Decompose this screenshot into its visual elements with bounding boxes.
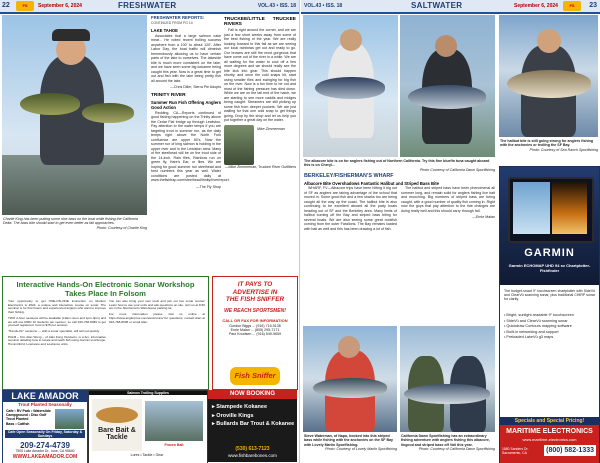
striped-bass-photo — [303, 326, 397, 432]
amador-item: Cafe • RV Park • Waterslide — [6, 409, 51, 413]
fish-sniffer-logo: FS — [16, 1, 34, 11]
garmin-bullet-text: Quickdraw Contours mapping software — [506, 324, 572, 329]
right-page-date: September 6, 2024 — [514, 3, 558, 9]
berkeley-article — [304, 172, 495, 187]
marine-specials: Specials and Special Pricing! — [500, 417, 599, 425]
advertise-headline — [213, 281, 297, 304]
garmin-headline: Garmin ECHOMAP UHD 94 sv Chartplotter-Fishfinder — [508, 263, 591, 273]
lake-tahoe-heading: LAKE TAHOE — [151, 27, 178, 33]
advertise-contact: Ernie Malan ... (805) 295-7171 — [230, 327, 280, 332]
truckee-credit-name: Mike Zimmerman — [257, 126, 285, 131]
berkeley-col1 — [304, 186, 397, 233]
chart-screen — [513, 182, 550, 234]
advertise-contact: Gordon Biggs ... (916) 716-9136 — [229, 323, 281, 328]
booking-website[interactable]: www.fishbarebones.com — [228, 453, 277, 458]
advertise-line-2: ADVERTISE IN — [232, 288, 278, 296]
left-page-header — [0, 0, 299, 14]
angler-cap — [52, 29, 90, 41]
angler-face — [338, 336, 360, 358]
right-page-header — [301, 0, 600, 14]
striped-bass-caption-text: Steve Waterman, of Napa, hooked into this striped bass while fishing with the anchovies on the SF Bay with Lovely Marlin Sportfishing. — [304, 434, 394, 447]
left-page-date: September 6, 2024 — [38, 3, 82, 9]
lake-amador-items — [6, 409, 52, 426]
sonar-workshop-title: Interactive Hands-On Electronic Sonar Workshop Takes Place In Folsom — [16, 280, 195, 298]
bait-name: Bare Bait & Tackle — [98, 427, 136, 441]
bass-fish-2 — [82, 103, 134, 123]
booking-item-text: Oroville Kings — [216, 413, 254, 419]
advertise-call: CALL OR FAX FOR INFORMATION — [222, 317, 288, 323]
maritime-footer — [500, 425, 599, 463]
albacore-fish — [315, 77, 385, 99]
amador-item: Campground • Disc Golf — [6, 413, 47, 418]
fish-sniffer-logo: FS — [563, 1, 581, 11]
garmin-bullet-text: SideVü and ClearVü scanning sonar — [506, 318, 568, 323]
maritime-name: MARITIME ELECTRONICS — [506, 428, 593, 435]
lake-amador-address: 7500 Lake Amador Dr., Ione, CA 95640 — [15, 449, 75, 453]
angler-face — [435, 35, 457, 57]
berkeley-body-2: The halibut and striped bass have been phenomenal all summer long, and remain solid for anglers fishing live bait and mooching. Big numbers of striped bass are being caught, with a good number of quality fish coming in. Right now the guys that pay attention to the tide changes are doing really well and this should carry through fall. — [401, 186, 495, 213]
right-volume: VOL.43 • ISS. 18 — [304, 3, 343, 9]
albacore-photo — [303, 15, 398, 157]
catch-fish — [404, 384, 490, 404]
workshop-para-4: PALM – Kim Alan Wong – of Alan Fong Outdoors, is a fun, informative seminar detailing how to locate and catch fish using Garmin LiveScope, Humminbird, Lowrance and Lowrance units. — [8, 334, 106, 347]
freshwater-reports-heading: FRESHWATER REPORTS: — [151, 15, 205, 20]
garmin-body: The budget-smart 9" touchscreen chartplotter with SideVü and ClearVü scanning sonar, plus traditional CHIRP sonar for clarity. — [504, 289, 595, 302]
left-volume: VOL.43 • ISS. 18 — [257, 3, 296, 9]
truckee-heading: TRUCKEE/LITTLE TRUCKEE RIVERS — [224, 17, 296, 27]
booking-item-text: Stampede Kokanee — [216, 404, 268, 410]
right-page-number: 23 — [589, 2, 597, 9]
maritime-address: 1880 Sanders Dr, Sacramento, CA — [502, 447, 529, 455]
berkeley-col2 — [401, 186, 495, 222]
berkeley-subheading: Albacore Bite Overshadows Fantastic Halibut and Striped Bass Bite — [304, 181, 439, 186]
now-booking-ad[interactable] — [208, 390, 297, 462]
bait-header: Salmon Trolling Supplies — [89, 391, 207, 395]
bare-bait-ad[interactable] — [88, 390, 208, 463]
trinity-subheading: Summer Run Fish Offering Anglers Good Action — [151, 99, 221, 110]
trinity-signature: —The Fly Shop — [196, 184, 221, 189]
left-page-number: 22 — [2, 2, 10, 9]
garmin-bullet: • Built-in networking and support — [504, 329, 559, 334]
trinity-river-heading: TRINITY RIVER — [151, 92, 186, 98]
garmin-bullet: • Quickdraw Contours mapping software — [504, 324, 572, 329]
main-photo-caption — [3, 217, 147, 230]
truckee-column — [224, 15, 296, 171]
amador-item: Trout Planted — [6, 417, 29, 422]
berkeley-heading: BERKELEY/FISHERMAN’S WHARF — [304, 173, 394, 179]
albacore-caption-text: The albacore bite is on for anglers fishing out of Northern California. Try this fine bluefin tuna caught aboard this is on Cheryl... — [304, 159, 490, 168]
booking-item: ▸ Oroville Kings — [212, 413, 254, 419]
angler-face — [537, 29, 561, 53]
advertise-contact: Paul Knudsen ... (916) 549-9659 — [229, 332, 281, 337]
workshop-para-2: TWO 2-hour sessions will be available (10am-noon and 1pm-3pm) and we will use RMD 10 students per session, so call 916-768-8936 to get yourself registered. Cost is $75 per session. — [8, 315, 106, 328]
main-photo-credit: Photo: Courtesy of Charlie King — [96, 225, 147, 230]
california-dawn-credit: Photo: Courtesy of California Dawn Sportfishing — [418, 446, 495, 451]
garmin-bullets — [504, 313, 595, 341]
albacore-caption — [304, 159, 495, 172]
advertise-ad[interactable] — [212, 276, 298, 390]
workshop-para-1: Your opportunity to get ONE-ON-ONE instruction on Modern Electronics is 2024, a unique and interactive course on sonar. The seminar is for first timers and experienced anglers who want to improve their fishing. — [8, 299, 106, 315]
lake-amador-tagline: Trout Planted Seasonally — [18, 402, 72, 407]
garmin-bullet-text: Bright, sunlight-readable 9" touchscreen — [506, 313, 574, 317]
bait-photo — [145, 401, 203, 441]
dock-photo — [400, 15, 495, 157]
bait-fish-icon — [96, 407, 138, 423]
berkeley-signature: —Emie Malan — [472, 215, 495, 219]
amador-item: Bass • Catfish — [6, 421, 30, 426]
berkeley-body-1: WHARF, FV—Albacore trips have been hitting it big out of SF as anglers are taking advantage of the school that moved in. Some good fish and a few sharks too are being caught all the way up the coast. The halibut bite is also continuing to be excellent aboard all the party boats heading out of SF and the Berkeley area. Many limits of halibut coming off the Bay and striped bass biting for several boats. We are also seeing some great rockfish coming from the outer Farallons. The Bay remains loaded with bait as well and this has been drawing a lot of fish. — [304, 186, 397, 231]
continued-note: CONTINUED FROM PG 14 — [151, 21, 193, 25]
booking-list — [212, 403, 296, 428]
main-caption-text: Charlie King has been putting some nice bass on the boat while fishing the California Delta. The bass bite should start to get even better as fall approaches. — [3, 217, 138, 226]
sonar-screen — [552, 182, 587, 234]
maritime-phone: (800) 582-1333 — [546, 447, 594, 454]
charlie-king-bass-photo — [2, 15, 147, 215]
truckee-inset-credit — [257, 127, 295, 132]
truckee-inset — [224, 125, 296, 165]
left-section-title: FRESHWATER — [118, 1, 177, 10]
advertise-reach: WE REACH SPORTSMEN! — [224, 307, 286, 314]
california-dawn-photo — [400, 326, 495, 432]
workshop-para-3: “Hands-On” sessions — with a sonar specialist, will sell out quickly. — [8, 328, 100, 333]
garmin-brand: GARMIN — [524, 247, 575, 259]
lake-amador-website[interactable]: WWW.LAKEAMADOR.COM — [12, 454, 78, 460]
lake-tahoe-body: Associates that a large salmon cake meat... He noted recent trolling success anywhere from a 100’ to about 120’. After Labor Day, the boat traffic will diminish tremendously allowing us to have certain parts of the lake to ourselves. The lakeside bite is much more consistent on the lake, and we have seen some big kokanee being caught this year. Now is a great time to get out and fish with the lake being pretty fish all around the lake. — [151, 33, 221, 83]
advertise-line-1: IT PAYS TO — [237, 281, 273, 288]
garmin-maritime-ad[interactable] — [499, 166, 600, 463]
halibut-caption — [500, 139, 598, 152]
striped-bass-caption — [304, 434, 397, 451]
right-page — [301, 0, 600, 463]
angler-face — [340, 29, 362, 51]
sonar-workshop-col1 — [8, 300, 106, 347]
bait-logo-block — [92, 399, 142, 451]
trinity-body: Redding, CA—Reports continued of good fishing happening on the Trinity above the Cedar Flat bridge up through Lewiston. Pay attention to the water temps if you are targeting trout in summer run, as the daily temps right above the North Fork confluence are upper 60’s. Now the summer run of king salmon is holding in the upper river and in the Lewiston area. Many of the steelhead will be on the trout side of the 14-inch. Rain flies, Rainbow run on green fly, Hare’s Ear, or flies. We are hoping for good summer run steelhead and best numbers this year as well. Water conditions are posted daily at www.thefishtrap.com/steelhead/trinity/river/report. — [151, 110, 230, 182]
lake-amador-name: LAKE AMADOR — [3, 391, 87, 402]
halibut-fish — [507, 70, 591, 98]
booking-phone: (530) 613-7123 — [235, 446, 270, 452]
striped-bass-fish — [313, 378, 387, 398]
advertise-contacts — [213, 324, 297, 337]
lake-amador-ad[interactable] — [2, 390, 88, 463]
workshop-para-5: You can also bring your own tools and join our live sonar course! Learn how to use your units and ask questions on-site. Join us at 8:30 am in the Sportsman’s Warehouse parking lot. — [109, 299, 205, 311]
lake-amador-cafe: Cafe Open Seasonally On Friday, Saturday & Sundays — [5, 430, 85, 438]
halibut-credit: Photo: Courtesy of Sea Ranch Sportfishing — [529, 147, 598, 152]
maritime-website[interactable]: www.maritime-electronics.com — [522, 437, 577, 442]
booking-item: ▸ Stampede Kokanee — [212, 404, 268, 410]
california-dawn-caption — [401, 434, 495, 451]
garmin-bullet: • Bright, sunlight-readable 9" touchscreen — [504, 313, 574, 317]
booking-title: NOW BOOKING — [208, 390, 297, 399]
california-dawn-caption-text: California Dawn Sportfishing has an extraordinary fishing adventure with anglers fishing this albacore, lingcod and striped bass off Vail this year. — [401, 434, 490, 447]
garmin-bullet-text: Built-in networking and support — [506, 329, 559, 334]
garmin-bullet: • SideVü and ClearVü scanning sonar — [504, 318, 568, 323]
lake-amador-phone: 209-274-4739 — [20, 441, 70, 450]
fish-sniffer-logo: Fish Sniffer — [230, 367, 280, 385]
bass-fish — [20, 93, 80, 115]
truckee-body: Fall is right around the corner, and we are just a few short weeks away from some of the best fishing of the year. We are really looking forward to this fall as we are seeing our local rainbows get out and ready to go. Our browns are still the most gorgeous that have come out of the river in a while. We are all waiting for the water to cool off a few more degrees and we should really see the bite kick into gear. This should happen shortly, and once the cold snaps hit, start using smaller flies and swinging for big fish on the river. Now is a fun time to be out and most of the fishing pressure has died down. While we are on the tail end of the hatch, we are starting to see more caddis and midges being caught. Streamers are still picking up some fish from deeper pockets. We are just waiting for that one cold snap to get things going. Drop by the shop and let us help you put together a great day on the water. — [224, 28, 296, 122]
striped-bass-credit: Photo: Courtesy of Lovely Marlin Sportfishing — [325, 446, 397, 451]
truckee-inset-photo — [224, 125, 254, 165]
right-section-title: SALTWATER — [411, 1, 463, 10]
sonar-workshop-ad[interactable] — [2, 276, 209, 390]
tuna-fish — [408, 85, 486, 109]
albacore-credit: Photo Courtesy of California Dawn Sportfishing — [419, 167, 495, 172]
chartplotter-device — [508, 177, 594, 243]
garmin-bullet: • Preloaded LakeVü g3 maps — [504, 335, 554, 340]
bait-tagline: Frozen Bait — [164, 443, 184, 447]
workshop-para-6: For more information please visit us online at https://www.anglerpros.com/electronics/ for questions, contact Alan at 916-768-8936 or email Alan. — [109, 312, 205, 324]
truckee-signature: —Mike Zimmerman, Truckee River Outfitters — [224, 164, 296, 169]
freshwater-reports-column — [151, 15, 230, 191]
garmin-bullet-text: Preloaded LakeVü g3 maps — [506, 335, 554, 340]
lake-amador-photo — [55, 409, 84, 429]
advertise-line-3: THE FISH SNIFFER — [225, 296, 285, 303]
halibut-photo — [499, 15, 598, 137]
sonar-workshop-col2 — [109, 300, 205, 324]
bait-small: Lures • Tackle • Gear — [130, 453, 164, 457]
booking-item-text: Bullards Bar Trout & Kokanee — [216, 421, 295, 427]
garmin-product-panel — [500, 167, 599, 285]
booking-item: ▸ Bullards Bar Trout & Kokanee — [212, 421, 295, 427]
halibut-caption-text: The halibut bite is still going strong for anglers fishing with the anchovies or trolling the SF Bay. — [500, 139, 594, 148]
lake-tahoe-signature: —Chris Diller, Sierra Pie Adopts — [170, 85, 221, 89]
